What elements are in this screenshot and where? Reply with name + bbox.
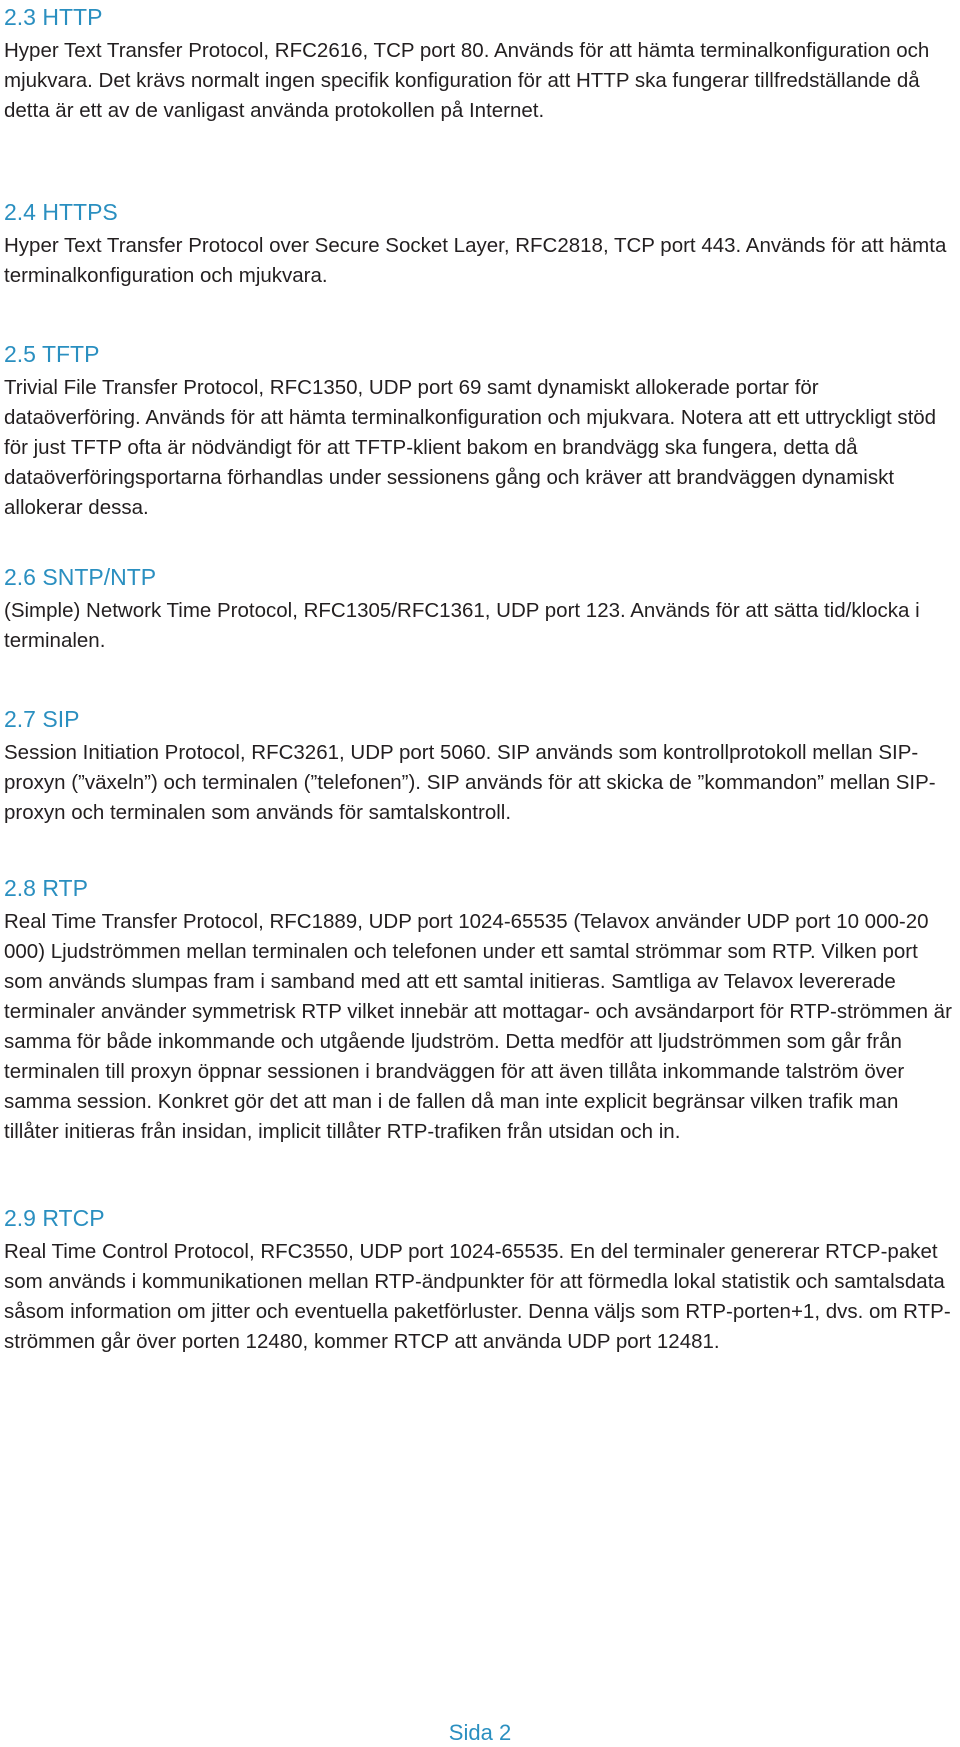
section-http <box>4 2 954 126</box>
section-heading: 2.3 HTTP <box>4 4 103 30</box>
section-tftp <box>4 339 954 523</box>
page-number: Sida 2 <box>448 1720 512 1745</box>
section-body: Hyper Text Transfer Protocol, RFC2616, TCP port 80. Används för att hämta terminalkonfiguration och mjukvara. Det krävs normalt ingen specifik konfiguration för att HTTP ska fungerar tillfredställande då detta är ett av de vanligast använda protokollen på Internet. <box>4 39 930 122</box>
section-https <box>4 197 954 291</box>
section-sntp-ntp <box>4 562 954 656</box>
section-rtp <box>4 873 954 1147</box>
section-body: Real Time Control Protocol, RFC3550, UDP port 1024-65535. En del terminaler genererar RTCP-paket som används i kommunikationen mellan RTP-ändpunkter för att förmedla lokal statistik och samtalsdata såsom information om jitter och eventuella paketförluster. Denna väljs som RTP-porten+1, dvs. om RTP-strömmen går över porten 12480, kommer RTCP att använda UDP port 12481. <box>4 1240 951 1353</box>
section-heading: 2.8 RTP <box>4 875 88 901</box>
section-heading: 2.9 RTCP <box>4 1205 105 1231</box>
section-heading: 2.5 TFTP <box>4 341 100 367</box>
section-body: Session Initiation Protocol, RFC3261, UDP port 5060. SIP används som kontrollprotokoll mellan SIP-proxyn (”växeln”) och terminalen (”telefonen”). SIP används för att skicka de ”kommandon” mellan SIP-proxyn och terminalen som används för samtalskontroll. <box>4 741 936 824</box>
section-heading: 2.7 SIP <box>4 706 80 732</box>
section-heading: 2.6 SNTP/NTP <box>4 564 157 590</box>
section-body: Trivial File Transfer Protocol, RFC1350, UDP port 69 samt dynamiskt allokerade portar för dataöverföring. Används för att hämta terminalkonfiguration och mjukvara. Notera att ett uttryckligt stöd för just TFTP ofta är nödvändigt för att TFTP-klient bakom en brandvägg ska fungera, detta då dataöverföringsportarna förhandlas under sessionens gång och kräver att brandväggen dynamiskt allokerar dessa. <box>4 376 937 519</box>
section-body: Real Time Transfer Protocol, RFC1889, UDP port 1024-65535 (Telavox använder UDP port 10 000-20 000) Ljudströmmen mellan terminalen och telefonen under ett samtal strömmar som RTP. Vilken port som används slumpas fram i samband med att ett samtal initieras. Samtliga av Telavox levererade terminaler använder symmetrisk RTP vilket innebär att mottagar- och avsändarport för RTP-strömmen är samma för både inkommande och utgående ljudström. Detta medför att ljudströmmen som går från terminalen till proxyn öppnar sessionen i brandväggen för att även tillåta inkommande talström över samma session. Konkret gör det att man i de fallen då man inte explicit begränsar vilken trafik man tillåter initieras från insidan, implicit tillåter RTP-trafiken från utsidan och in. <box>4 910 952 1143</box>
section-sip <box>4 704 954 828</box>
section-rtcp <box>4 1203 954 1357</box>
section-body: Hyper Text Transfer Protocol over Secure Socket Layer, RFC2818, TCP port 443. Används för att hämta terminalkonfiguration och mjukvara. <box>4 234 947 287</box>
section-heading: 2.4 HTTPS <box>4 199 118 225</box>
section-body: (Simple) Network Time Protocol, RFC1305/RFC1361, UDP port 123. Används för att sätta tid/klocka i terminalen. <box>4 599 920 652</box>
